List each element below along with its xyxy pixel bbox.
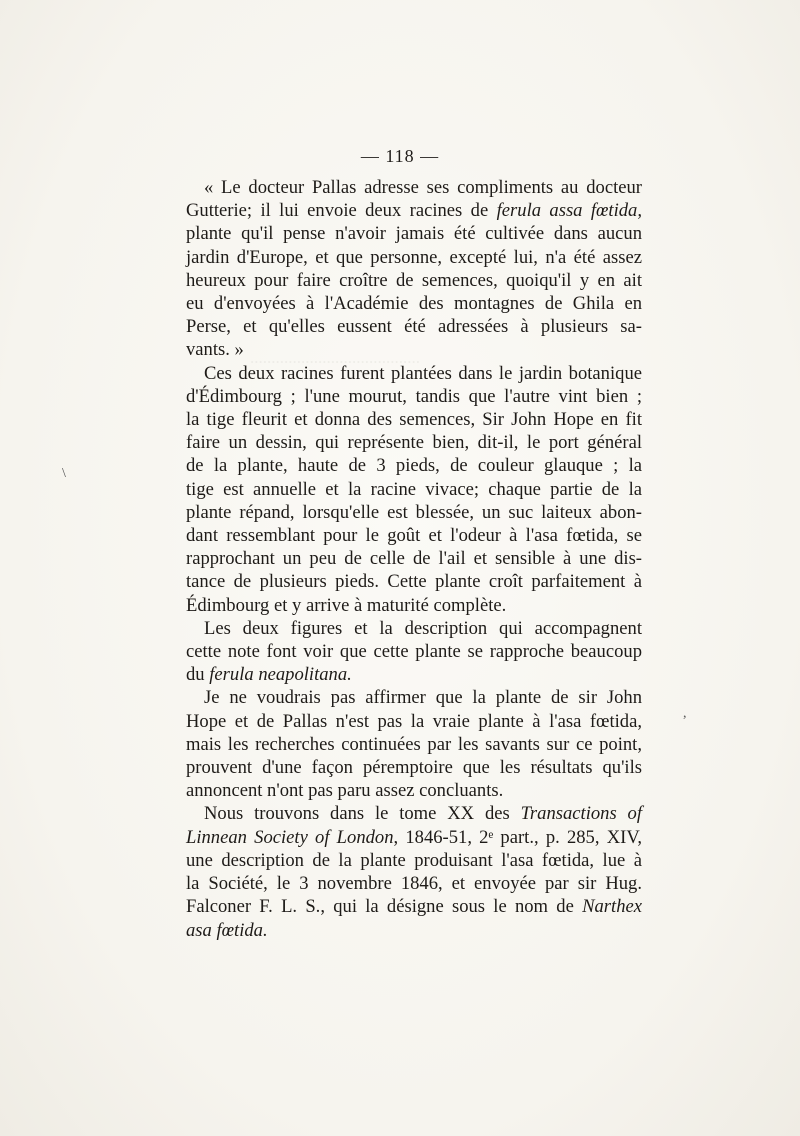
text-line: Nous trouvons dans le tome XX des Transactions of — [204, 803, 642, 825]
text-line: cette note font voir que cette plante se rapproche beaucoup — [186, 641, 642, 663]
margin-mark: , — [683, 706, 687, 721]
text-line: heureux pour faire croître de semences, quoiqu'il y en ait — [186, 269, 642, 291]
text-line: du ferula neapolitana. — [186, 664, 352, 686]
text-line: Les deux figures et la description qui accompagnent — [204, 617, 642, 639]
text-line: plante répand, lorsqu'elle est blessée, un suc laiteux abon- — [186, 501, 642, 523]
text-line: Hope et de Pallas n'est pas la vraie plante à l'asa fœtida, — [186, 710, 642, 732]
text-line: Édimbourg et y arrive à maturité complète. — [186, 594, 507, 616]
body-text — [186, 176, 642, 942]
text-line: d'Édimbourg ; l'une mourut, tandis que l'autre vint bien ; — [186, 385, 642, 407]
italic-term: ferula neapolitana. — [209, 664, 352, 686]
text-line: eu d'envoyées à l'Académie des montagnes de Ghila en — [186, 293, 642, 315]
italic-title: Transactions of — [520, 803, 642, 825]
text-line: mais les recherches continuées par les savants sur ce point, — [186, 733, 642, 755]
italic-term: ferula assa fœtida, — [496, 200, 643, 222]
text-line: jardin d'Europe, et que personne, excepté lui, n'a été assez — [186, 246, 642, 268]
italic-title: Linnean Society of London — [186, 826, 394, 848]
text-line: la Société, le 3 novembre 1846, et envoyée par sir Hug. — [186, 873, 642, 895]
text-line: Linnean Society of London, 1846-51, 2ᵉ part., p. 285, XIV, — [186, 826, 642, 848]
text-line: rapprochant un peu de celle de l'ail et sensible à une dis- — [186, 548, 642, 570]
text-line: vants. » — [186, 339, 244, 361]
text-line: dant ressemblant pour le goût et l'odeur à l'asa fœtida, se — [186, 525, 642, 547]
text-line: Perse, et qu'elles eussent été adressées à plusieurs sa- — [186, 316, 642, 338]
text-line: Ces deux racines furent plantées dans le jardin botanique — [204, 362, 642, 384]
text-line: « Le docteur Pallas adresse ses compliments au docteur — [204, 177, 642, 198]
italic-term: Narthex — [582, 896, 642, 918]
page-number: — 118 — — [360, 146, 440, 166]
margin-mark: \ — [62, 466, 66, 481]
text-line: tige est annuelle et la racine vivace; chaque partie de la — [186, 478, 642, 500]
bleed-through: ........................................ — [250, 348, 420, 367]
text-line: Falconer F. L. S., qui la désigne sous le nom de Narthex — [186, 896, 642, 918]
text-line: Je ne voudrais pas affirmer que la plante de sir John — [204, 687, 642, 709]
text-line: la tige fleurit et donna des semences, Sir John Hope en fit — [186, 409, 642, 431]
text-line: tance de plusieurs pieds. Cette plante croît parfaitement à — [186, 571, 642, 593]
italic-term: asa fœtida. — [186, 919, 268, 941]
text-line: une description de la plante produisant l'asa fœtida, lue à — [186, 849, 642, 871]
text-line: prouvent d'une façon péremptoire que les résultats qu'ils — [186, 757, 642, 779]
text-line: Gutterie; il lui envoie deux racines de ferula assa fœtida, — [186, 200, 643, 222]
text-line: de la plante, haute de 3 pieds, de couleur glauque ; la — [186, 455, 642, 477]
text-line: annoncent n'ont pas paru assez concluants. — [186, 780, 504, 802]
text-line: plante qu'il pense n'avoir jamais été cultivée dans aucun — [186, 223, 642, 245]
text-line: faire un dessin, qui représente bien, dit-il, le port général — [186, 432, 642, 454]
